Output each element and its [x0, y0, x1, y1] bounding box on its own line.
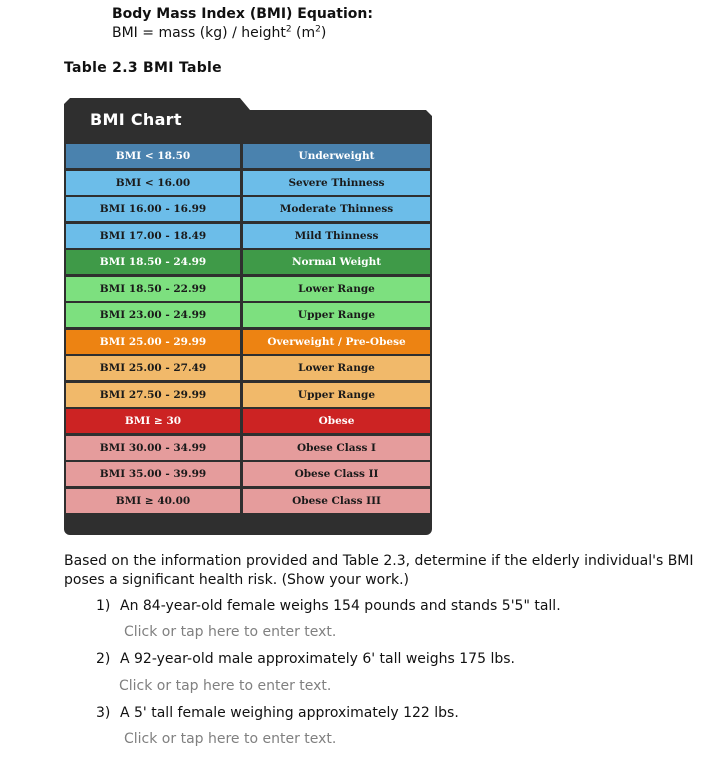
- bmi-range-cell: BMI 16.00 - 16.99: [66, 197, 240, 221]
- bmi-row: [66, 436, 430, 460]
- bmi-row: [66, 330, 430, 354]
- bmi-range-cell: BMI 17.00 - 18.49: [66, 224, 240, 248]
- bmi-row: [66, 197, 430, 221]
- answer-field-3[interactable]: Click or tap here to enter text.: [124, 731, 337, 747]
- question-intro: Based on the information provided and Table 2.3, determine if the elderly individual's BMI poses a significant health risk. (Show your work.): [64, 553, 694, 588]
- bmi-row: [66, 409, 430, 433]
- bmi-range-cell: BMI 18.50 - 24.99: [66, 250, 240, 274]
- bmi-row: [66, 250, 430, 274]
- bmi-row: [66, 303, 430, 327]
- formula-mid: (m: [291, 25, 316, 41]
- equation-formula: [112, 24, 373, 43]
- bmi-row: [66, 171, 430, 195]
- bmi-category-cell: Mild Thinness: [243, 224, 430, 248]
- bmi-range-cell: BMI 30.00 - 34.99: [66, 436, 240, 460]
- bmi-range-cell: BMI ≥ 40.00: [66, 489, 240, 513]
- bmi-range-cell: BMI 27.50 - 29.99: [66, 383, 240, 407]
- question-text: A 92-year-old male approximately 6' tall weighs 175 lbs.: [120, 651, 515, 667]
- question-number: 1): [96, 598, 111, 614]
- bmi-category-cell: Underweight: [243, 144, 430, 168]
- bmi-range-cell: BMI 18.50 - 22.99: [66, 277, 240, 301]
- formula-sup-1: 2: [285, 24, 292, 35]
- bmi-category-cell: Obese Class I: [243, 436, 430, 460]
- answer-field-1[interactable]: Click or tap here to enter text.: [124, 624, 337, 640]
- bmi-range-cell: BMI 25.00 - 27.49: [66, 356, 240, 380]
- bmi-range-cell: BMI 25.00 - 29.99: [66, 330, 240, 354]
- bmi-category-cell: Lower Range: [243, 277, 430, 301]
- bmi-category-cell: Obese Class III: [243, 489, 430, 513]
- bmi-category-cell: Lower Range: [243, 356, 430, 380]
- bmi-range-cell: BMI < 16.00: [66, 171, 240, 195]
- formula-sup-2: 2: [315, 24, 321, 35]
- bmi-row: [66, 224, 430, 248]
- bmi-row: [66, 462, 430, 486]
- bmi-row: [66, 144, 430, 168]
- bmi-range-cell: BMI ≥ 30: [66, 409, 240, 433]
- equation-title: Body Mass Index (BMI) Equation:: [112, 6, 373, 22]
- bmi-row: [66, 383, 430, 407]
- bmi-category-cell: Obese: [243, 409, 430, 433]
- bmi-range-cell: BMI 35.00 - 39.99: [66, 462, 240, 486]
- bmi-row: [66, 356, 430, 380]
- bmi-row: [66, 489, 430, 513]
- bmi-category-cell: Upper Range: [243, 303, 430, 327]
- bmi-category-cell: Normal Weight: [243, 250, 430, 274]
- table-caption: Table 2.3 BMI Table: [64, 60, 222, 76]
- bmi-range-cell: BMI 23.00 - 24.99: [66, 303, 240, 327]
- bmi-range-cell: BMI < 18.50: [66, 144, 240, 168]
- bmi-category-cell: Obese Class II: [243, 462, 430, 486]
- bmi-category-cell: Severe Thinness: [243, 171, 430, 195]
- chart-body: [64, 142, 432, 535]
- formula-prefix: BMI = mass (kg) / height: [112, 25, 286, 41]
- question-number: 2): [96, 651, 111, 667]
- bmi-category-cell: Moderate Thinness: [243, 197, 430, 221]
- formula-suffix: ): [320, 25, 327, 41]
- question-3: [96, 705, 459, 721]
- question-number: 3): [96, 705, 111, 721]
- bmi-row: [66, 277, 430, 301]
- question-text: A 5' tall female weighing approximately 122 lbs.: [120, 705, 459, 721]
- bmi-equation: [112, 5, 373, 43]
- bmi-category-cell: Upper Range: [243, 383, 430, 407]
- bmi-category-cell: Overweight / Pre-Obese: [243, 330, 430, 354]
- question-2: [96, 651, 515, 667]
- bmi-chart: [64, 98, 432, 535]
- question-text: An 84-year-old female weighs 154 pounds and stands 5'5" tall.: [120, 598, 561, 614]
- question-1: [96, 598, 561, 614]
- chart-title: BMI Chart: [90, 110, 182, 129]
- answer-field-2[interactable]: Click or tap here to enter text.: [119, 678, 332, 694]
